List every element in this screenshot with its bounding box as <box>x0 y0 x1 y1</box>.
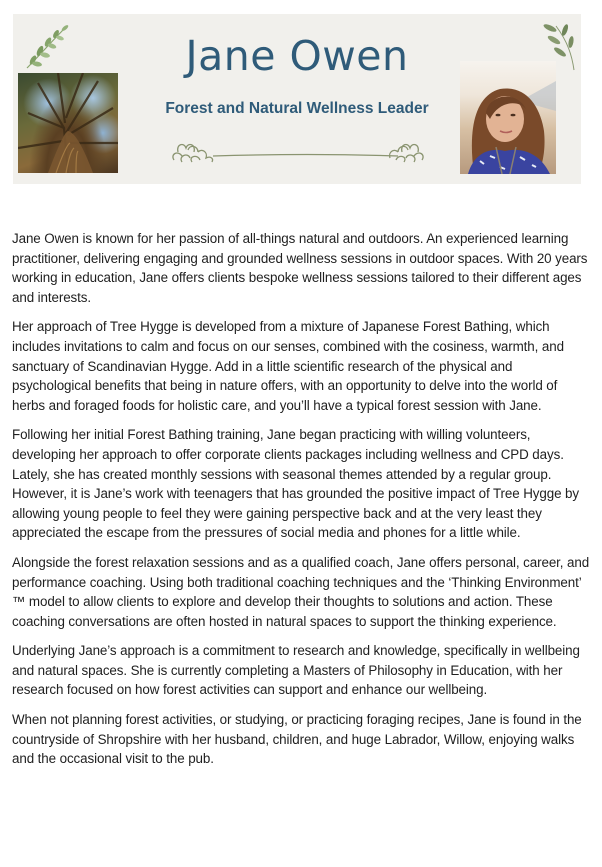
page-title: Jane Owen <box>185 32 409 80</box>
bio-paragraph: Alongside the forest relaxation sessions and as a qualified coach, Jane offers personal, career, and performance coaching. Using both traditional coaching techniques and the ‘Thinking Environment’ ™ model to allow clients to explore and develop their thoughts to solutions and action. These coaching conversations are often hosted in natural spaces to support the thinking experience. <box>12 554 590 629</box>
bio-paragraph: When not planning forest activities, or studying, or practicing foraging recipes, Jane is found in the countryside of Shropshire with her husband, children, and huge Labrador, Willow, enjoying walks and the occasional visit to the pub. <box>12 712 582 767</box>
page-subtitle: Forest and Natural Wellness Leader <box>165 100 429 117</box>
bio-paragraph: Jane Owen is known for her passion of all-things natural and outdoors. An experienced learning practitioner, delivering engaging and grounded wellness sessions in outdoor spaces. With 20 years working in education, Jane offers clients bespoke wellness sessions tailored to their different ages and interests. <box>12 231 588 305</box>
portrait-photo <box>460 61 556 174</box>
bio-paragraph: Her approach of Tree Hygge is developed from a mixture of Japanese Forest Bathing, which includes invitations to calm and focus on our senses, combined with the cosiness, warmth, and sanctuary of Scandinavian Hygge. Add in a little scientific research of the physical and psychological benefits that being in nature offers, with an opportunity to delve into the world of herbs and foraged foods for holistic care, and you’ll have a typical forest session with Jane. <box>12 319 564 413</box>
tree-canopy-photo <box>18 73 118 173</box>
bio-paragraph: Underlying Jane’s approach is a commitment to research and knowledge, specifically in wellbeing and natural spaces. She is currently completing a Masters of Philosophy in Education, with her research focused on how forest activities can support and enhance our wellbeing. <box>12 643 580 698</box>
bio-paragraph: Following her initial Forest Bathing training, Jane began practicing with willing volunteers, developing her approach to offer corporate clients packages including wellness and CPD days. Lately, she has created monthly sessions with seasonal themes attended by a regular group. However, it is Jane’s work with teenagers that has grounded the positive impact of Tree Hygge by allowing young people to feel they were gaining perspective back and at the very least they appreciated the escape from the pressures of social media and phones for a little while. <box>12 427 580 541</box>
laurel-divider-icon <box>168 138 428 170</box>
header-banner <box>13 14 581 184</box>
bio-section <box>12 229 592 779</box>
